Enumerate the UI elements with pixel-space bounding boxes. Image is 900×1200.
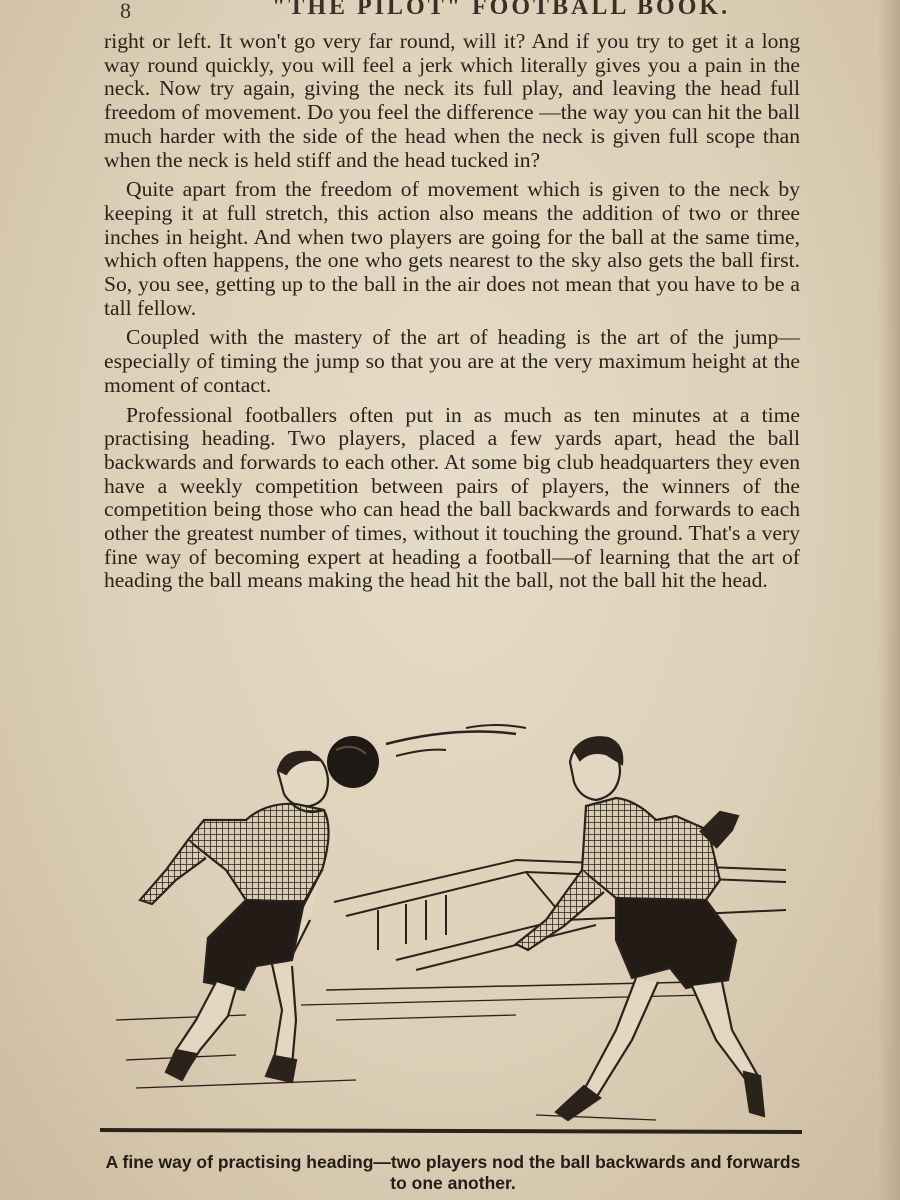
paragraph-4: Professional footballers often put in as much as ten minutes at a time practising heading. Two players, placed a few yards apart, head the ball backwards and forwards to each other. At some big club headquarters they even have a weekly competition between pairs of players, the winners of the competition being those who can head the ball backwards and forwards to each other the greatest number of times, without it touching the ground. That's a very fine way of becoming expert at heading a football—of learning that the art of heading the ball means making the head hit the ball, not the ball hit the head. <box>104 402 800 593</box>
illustration-baseline <box>100 1130 802 1132</box>
football <box>327 725 526 788</box>
illustration-caption: A fine way of practising heading—two players nod the ball backwards and forwards to one another. <box>105 1152 801 1193</box>
heading-practice-illustration <box>96 720 806 1140</box>
left-player <box>140 752 329 1082</box>
page-header <box>104 0 804 26</box>
right-player <box>516 737 764 1120</box>
running-title: "THE PILOT" FOOTBALL BOOK. <box>272 0 731 20</box>
paragraph-1: right or left. It won't go very far round, will it? And if you try to get it a long way round quickly, you will feel a jerk which literally gives you a pain in the neck. Now try again, giving the neck its full play, and leaving the head full freedom of movement. Do you feel the difference —the way you can hit the ball much harder with the side of the head when the neck is given full scope than when the neck is held stiff and the head tucked in? <box>104 29 800 172</box>
paragraph-2: Quite apart from the freedom of movement which is given to the neck by keeping it at full stretch, this action also means the addition of two or three inches in height. And when two players are going for the ball at the same time, which often happens, the one who gets nearest to the sky also gets the ball first. So, you see, getting up to the ball in the air does not mean that you have to be a tall fellow. <box>104 177 800 320</box>
body-text <box>104 30 800 599</box>
paragraph-3: Coupled with the mastery of the art of heading is the art of the jump—especially of timing the jump so that you are at the very maximum height at the moment of contact. <box>104 325 800 397</box>
page-number: 8 <box>120 0 132 23</box>
